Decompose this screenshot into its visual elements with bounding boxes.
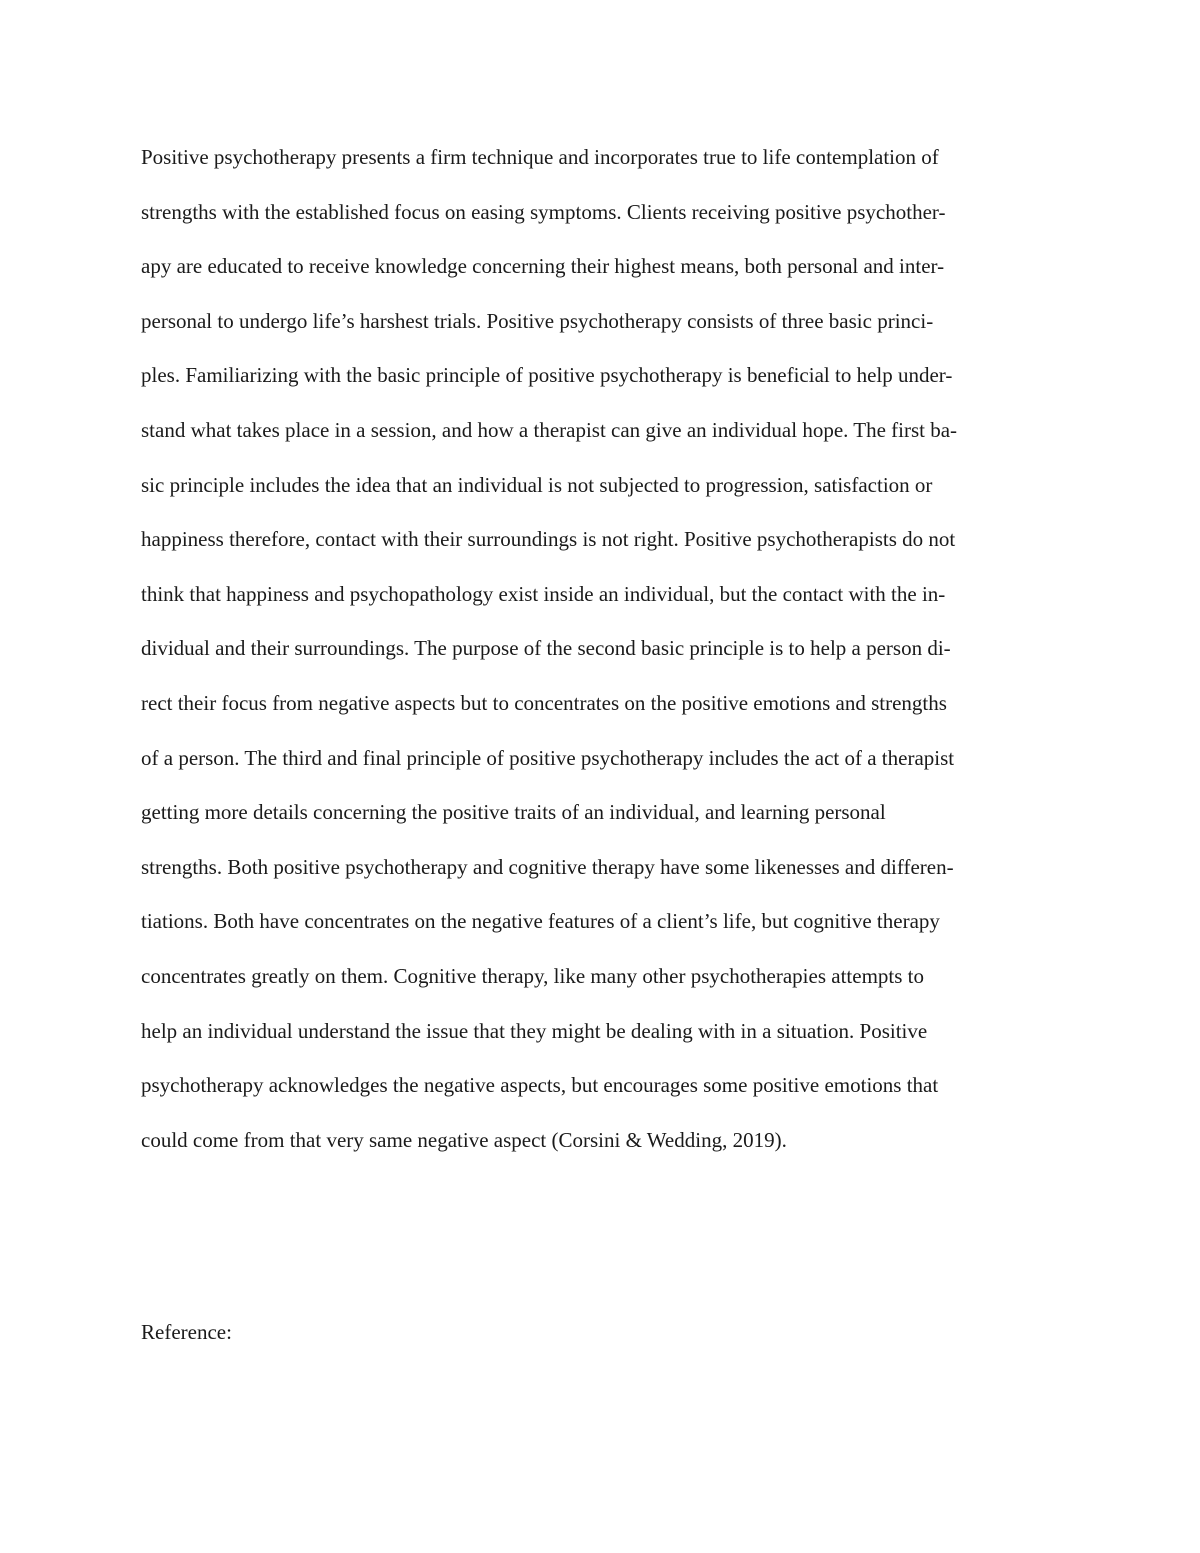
paragraph-line: happiness therefore, contact with their surroundings is not right. Positive psychotherapists do not xyxy=(141,527,956,552)
paragraph-line: help an individual understand the issue that they might be dealing with in a situation. Positive xyxy=(141,1018,928,1043)
paragraph-line: getting more details concerning the positive traits of an individual, and learning personal xyxy=(141,800,886,825)
paragraph-line: personal to undergo life’s harshest trials. Positive psychotherapy consists of three basic princi- xyxy=(141,308,934,333)
paragraph-line: strengths. Both positive psychotherapy and cognitive therapy have some likenesses and differen- xyxy=(141,854,954,879)
body-paragraph xyxy=(141,130,1071,1167)
paragraph-line: tiations. Both have concentrates on the negative features of a client’s life, but cognitive therapy xyxy=(141,909,940,934)
paragraph-line: dividual and their surroundings. The purpose of the second basic principle is to help a person di- xyxy=(141,636,951,661)
paragraph-line: concentrates greatly on them. Cognitive therapy, like many other psychotherapies attempts to xyxy=(141,963,924,988)
paragraph-line: Positive psychotherapy presents a firm technique and incorporates true to life contemplation of xyxy=(141,145,939,169)
paragraph-line: could come from that very same negative aspect (Corsini & Wedding, 2019). xyxy=(141,1127,787,1152)
reference-heading: Reference: xyxy=(141,1320,232,1344)
paragraph-line: of a person. The third and final principle of positive psychotherapy includes the act of a therapist xyxy=(141,745,955,770)
paragraph-line: strengths with the established focus on easing symptoms. Clients receiving positive psychother- xyxy=(141,199,946,224)
paragraph-line: ples. Familiarizing with the basic principle of positive psychotherapy is beneficial to help under- xyxy=(141,363,953,388)
paragraph-line: psychotherapy acknowledges the negative aspects, but encourages some positive emotions that xyxy=(141,1073,939,1098)
paragraph-line: stand what takes place in a session, and how a therapist can give an individual hope. The first ba- xyxy=(141,417,958,442)
paragraph-line: think that happiness and psychopathology exist inside an individual, but the contact with the in- xyxy=(141,581,946,606)
paragraph-line: sic principle includes the idea that an individual is not subjected to progression, satisfaction or xyxy=(141,472,933,497)
paragraph-line: rect their focus from negative aspects but to concentrates on the positive emotions and strengths xyxy=(141,690,947,715)
paragraph-line: apy are educated to receive knowledge concerning their highest means, both personal and inter- xyxy=(141,254,945,279)
